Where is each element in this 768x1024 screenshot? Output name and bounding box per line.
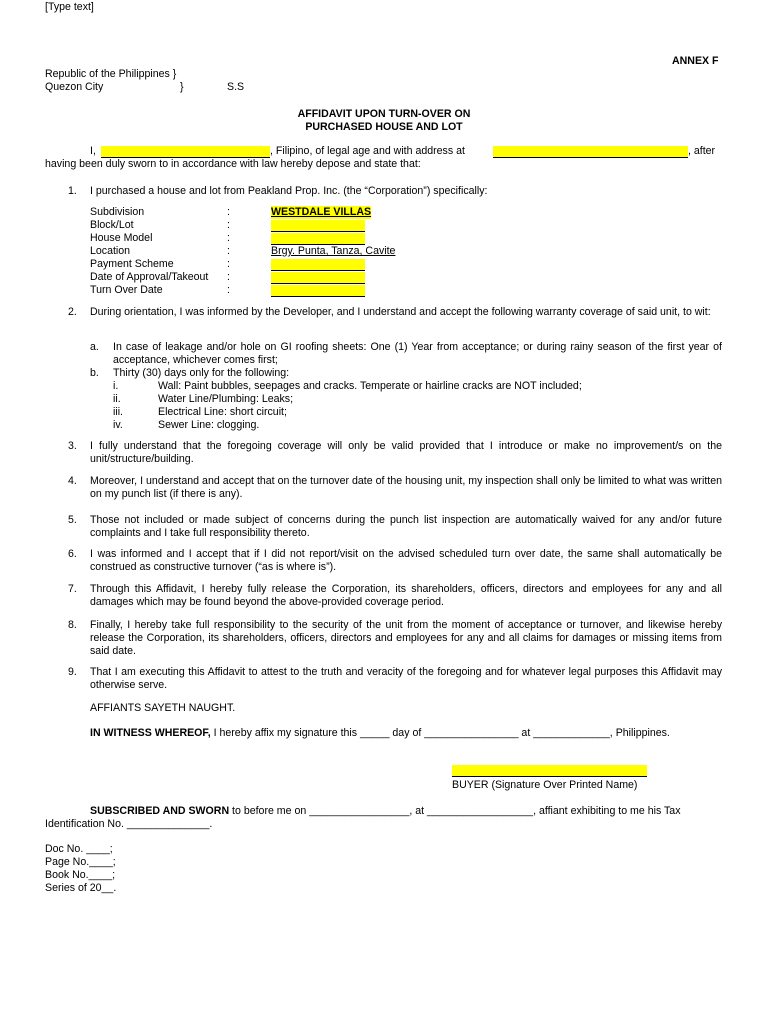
venue-line1: Republic of the Philippines } [45,68,177,80]
address-blank[interactable] [493,146,688,158]
document-title-line1: AFFIDAVIT UPON TURN-OVER ON [297,108,471,120]
name-blank[interactable] [101,146,270,158]
page-no: Page No.____; [45,856,116,868]
venue-ss: S.S [227,81,245,93]
item-text: I purchased a house and lot from Peakland Prop. Inc. (the “Corporation”) specifically: [90,185,488,197]
spec-colon: : [227,219,230,231]
witness-clause [90,727,670,740]
turn-over-date-blank[interactable] [271,285,365,297]
venue-brace: } [180,81,184,93]
spec-label: Block/Lot [90,219,134,231]
witness-heading: IN WITNESS WHEREOF, [90,727,211,739]
spec-colon: : [227,245,230,257]
item-number: 9. [68,666,77,678]
annex-label: ANNEX F [672,55,719,67]
sub-item-number: b. [90,367,99,379]
item-number: 7. [68,583,77,595]
warranty-electrical: Electrical Line: short circuit; [158,406,287,418]
roman-number: iii. [113,406,124,418]
spec-label: House Model [90,232,153,244]
subdivision-value: WESTDALE VILLAS [271,206,372,218]
house-model-blank[interactable] [271,233,365,245]
venue-city: Quezon City [45,81,104,93]
spec-colon: : [227,284,230,296]
spec-label: Turn Over Date [90,284,163,296]
intro-prefix: I, [90,145,96,157]
spec-colon: : [227,206,230,218]
warranty-roofing: In case of leakage and/or hole on GI roofing sheets: One (1) Year from acceptance; or during rainy season of the first year of acceptance, whichever comes first; [113,341,722,366]
doc-no: Doc No. ____; [45,843,113,855]
spec-colon: : [227,271,230,283]
buyer-signature-blank[interactable] [452,765,647,777]
roman-number: i. [113,380,119,392]
sayeth-naught: AFFIANTS SAYETH NAUGHT. [90,702,236,714]
spec-colon: : [227,258,230,270]
item-text: I fully understand that the foregoing coverage will only be valid provided that I introduce or make no improvement/s on the unit/structure/building. [90,440,722,465]
roman-number: iv. [113,419,123,431]
warranty-sewer: Sewer Line: clogging. [158,419,260,431]
item-text: During orientation, I was informed by the Developer, and I understand and accept the following warranty coverage of said unit, to wit: [90,306,711,318]
item-text: That I am executing this Affidavit to attest to the truth and veracity of the foregoing and for whatever legal purposes this Affidavit may otherwise serve. [90,666,722,691]
payment-scheme-blank[interactable] [271,259,365,271]
item-text: Finally, I hereby take full responsibility to the security of the unit from the moment of acceptance or turnover, and likewise hereby release the Corporation, its shareholders, officers, directors and employees for any and all claims for damages or missing items from said date. [90,619,722,657]
spec-label: Payment Scheme [90,258,174,270]
item-text: Moreover, I understand and accept that on the turnover date of the housing unit, my inspection shall only be limited to what was written on my punch list (if there is any). [90,475,722,500]
witness-text: I hereby affix my signature this _____ day of ________________ at _____________, Philippines. [210,727,670,739]
spec-colon: : [227,232,230,244]
warranty-wall: Wall: Paint bubbles, seepages and cracks. Temperate or hairline cracks are NOT included; [158,380,582,392]
document-title-line2: PURCHASED HOUSE AND LOT [305,121,463,133]
item-text: Those not included or made subject of concerns during the punch list inspection are automatically waived for any and/or future complaints and I take full responsibility thereto. [90,514,722,539]
item-number: 4. [68,475,77,487]
location-value: Brgy. Punta, Tanza, Cavite [271,245,396,257]
item-number: 6. [68,548,77,560]
intro-suffix: , after [688,145,716,157]
item-number: 2. [68,306,77,318]
buyer-label: BUYER (Signature Over Printed Name) [452,779,638,791]
approval-date-blank[interactable] [271,272,365,284]
warranty-thirty-days: Thirty (30) days only for the following: [113,367,290,379]
item-text: I was informed and I accept that if I did not report/visit on the advised scheduled turn over date, the same shall automatically be construed as constructive turnover (“as is where is”). [90,548,722,573]
spec-label: Subdivision [90,206,145,218]
series-no: Series of 20__. [45,882,117,894]
item-number: 3. [68,440,77,452]
intro-mid: , Filipino, of legal age and with address at [270,145,465,157]
block-lot-blank[interactable] [271,220,365,232]
header-placeholder: [Type text] [45,1,94,13]
subscribed-heading: SUBSCRIBED AND SWORN [90,805,230,817]
sub-item-number: a. [90,341,99,353]
item-number: 8. [68,619,77,631]
subscribed-clause [90,805,681,818]
item-number: 1. [68,185,77,197]
item-number: 5. [68,514,77,526]
warranty-water: Water Line/Plumbing: Leaks; [158,393,294,405]
spec-label: Date of Approval/Takeout [90,271,209,283]
roman-number: ii. [113,393,121,405]
spec-label: Location [90,245,131,257]
item-text: Through this Affidavit, I hereby fully release the Corporation, its shareholders, officers, directors and employees for any and all damages which may be found beyond the above-provided coverage period. [90,583,722,608]
intro-line2: having been duly sworn to in accordance with law hereby depose and state that: [45,158,421,170]
book-no: Book No.____; [45,869,116,881]
subscribed-text: to before me on _________________, at __________________, affiant exhibiting to me his Tax [229,805,681,817]
subscribed-line2: Identification No. ______________. [45,818,213,830]
